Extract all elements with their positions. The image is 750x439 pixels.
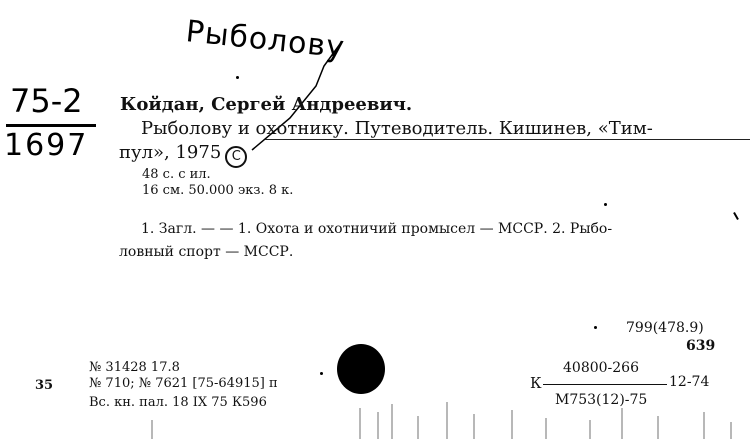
ink-blot: [337, 344, 385, 394]
imprint-line-2: № 710; № 7621 [75-64915] п: [89, 376, 278, 391]
author-heading: Койдан, Сергей Андреевич.: [120, 94, 413, 115]
speck: [733, 212, 739, 220]
tracings-line-2: ловный спорт — МССР.: [119, 244, 294, 260]
scan-noise: [0, 400, 750, 439]
classification-index: 799(478.9): [626, 320, 704, 336]
order-code: 40800-266: [563, 360, 639, 376]
speck: [320, 372, 323, 375]
speck: [594, 326, 597, 329]
imprint-number-prefix: 35: [35, 378, 54, 393]
title-line-2: [119, 142, 247, 168]
call-number-divider: [6, 124, 96, 127]
imprint-year: пул», 1975: [119, 142, 222, 163]
call-number-top: 75-2: [10, 82, 83, 120]
k-date: 12-74: [669, 374, 710, 390]
call-number-bottom: 1697: [4, 128, 89, 163]
k-letter: К: [530, 374, 542, 392]
speck: [236, 76, 239, 79]
imprint-line-1: № 31428 17.8: [89, 360, 180, 375]
price-code: М753(12)-75: [555, 392, 648, 408]
copyright-icon: C: [225, 146, 247, 168]
speck: [604, 203, 607, 206]
classification-subindex: 639: [686, 338, 716, 354]
title-line-1: Рыболову и охотнику. Путеводитель. Кишинев, «Тим-: [141, 118, 653, 139]
imprint-line-3: Вс. кн. пал. 18 IX 75 К596: [89, 395, 267, 410]
k-rule: [543, 384, 667, 385]
pages-info: 48 с. с ил.: [142, 167, 211, 182]
tracings-line-1: 1. Загл. — — 1. Охота и охотничий промысел — МССР. 2. Рыбо-: [141, 221, 613, 237]
size-print-price: 16 см. 50.000 экз. 8 к.: [142, 183, 294, 198]
handwritten-note: Рыболову: [184, 14, 347, 66]
underline-rule: [265, 139, 750, 140]
